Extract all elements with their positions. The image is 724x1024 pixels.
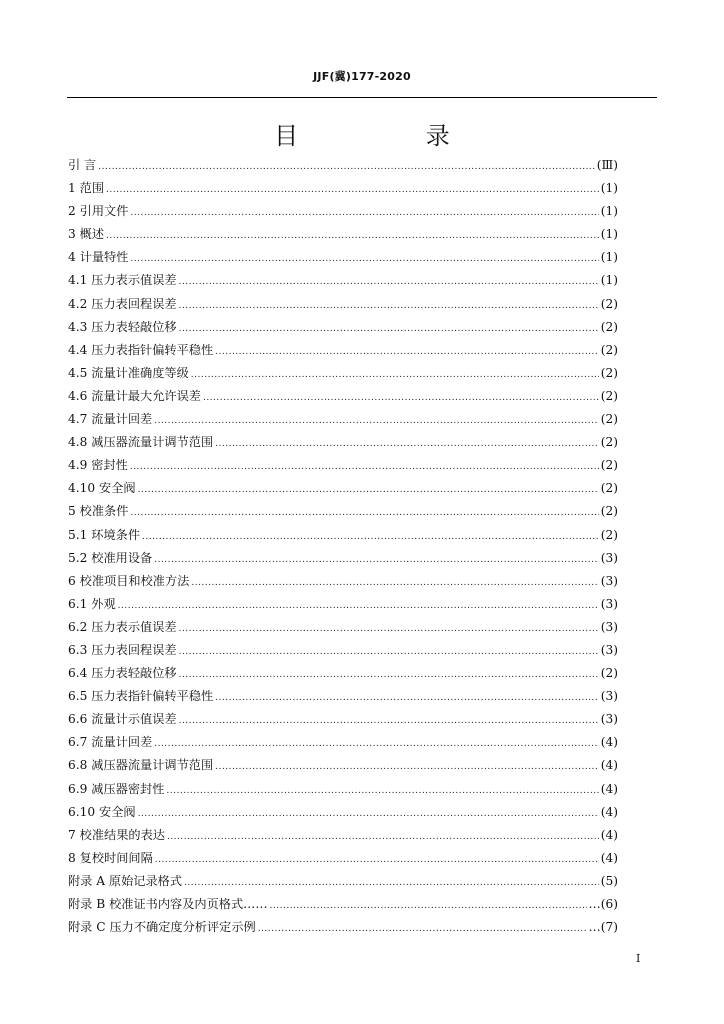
- toc-entry-page: (4): [600, 804, 618, 819]
- toc-dot-leader: [98, 156, 594, 179]
- toc-entry-page: (3): [600, 642, 618, 657]
- toc-entry-label: 8 复校时间间隔: [68, 850, 153, 865]
- toc-dot-leader: [215, 341, 599, 364]
- toc-entry-page: (2): [600, 666, 618, 681]
- toc-dot-leader: [179, 318, 599, 341]
- toc-dot-leader: [203, 387, 599, 410]
- toc-entry-page: (2): [600, 319, 618, 334]
- document-code: JJF(冀)177-2020: [313, 70, 411, 83]
- toc-entry-page: (4): [600, 850, 618, 865]
- toc-entry[interactable]: [68, 893, 618, 916]
- toc-entry-label: 6.7 流量计回差: [68, 735, 153, 750]
- toc-entry[interactable]: [68, 223, 618, 246]
- toc-entry-page: (4): [600, 758, 618, 773]
- toc-entry-label: 引 言: [68, 158, 97, 172]
- toc-entry-page: (2): [600, 458, 618, 473]
- toc-entry-label: 6.2 压力表示值误差: [68, 619, 177, 634]
- toc-entry-page: (4): [600, 735, 618, 750]
- header-divider: [67, 97, 657, 98]
- toc-entry-page: (1): [600, 227, 618, 242]
- toc-entry-page: (5): [600, 873, 618, 888]
- toc-entry[interactable]: [68, 316, 618, 339]
- toc-entry-label: 1 范围: [68, 181, 105, 196]
- toc-entry-page: (1): [600, 273, 618, 288]
- toc-entry-label: 附录 A 原始记录格式: [68, 873, 183, 888]
- toc-entry-label: 附录 C 压力不确定度分析评定示例: [68, 920, 256, 935]
- toc-dot-leader: [184, 872, 599, 895]
- toc-entry-page: (2): [600, 342, 618, 357]
- toc-entry[interactable]: [68, 200, 618, 223]
- toc-entry[interactable]: [68, 662, 618, 685]
- toc-entry[interactable]: [68, 639, 618, 662]
- toc-entry-label: 4.10 安全阀: [68, 481, 136, 496]
- toc-dot-leader: [155, 849, 599, 872]
- toc-dot-leader: [130, 456, 599, 479]
- toc-dot-leader: [130, 248, 598, 271]
- toc-entry-page: (1): [600, 250, 618, 265]
- toc-entry-page: (2): [600, 504, 618, 519]
- toc-entry-page: (1): [600, 181, 618, 196]
- toc-entry[interactable]: [68, 454, 618, 477]
- toc-entry-page: (2): [600, 481, 618, 496]
- toc-entry-label: 3 概述: [68, 227, 105, 242]
- toc-entry-label: 6.8 减压器流量计调节范围: [68, 758, 214, 773]
- toc-entry-label: 6.6 流量计示值误差: [68, 712, 177, 727]
- toc-entry-page: (Ⅲ): [596, 158, 618, 172]
- toc-entry-label: 4.8 减压器流量计调节范围: [68, 435, 214, 450]
- toc-entry-page: …(7): [588, 920, 618, 935]
- toc-entry-page: …(6): [588, 897, 618, 911]
- toc-entry-label: 7 校准结果的表达: [68, 827, 165, 842]
- toc-dot-leader: [138, 479, 599, 502]
- toc-entry[interactable]: [68, 847, 618, 870]
- toc-entry-label: 6.9 减压器密封性: [68, 781, 165, 796]
- toc-dot-leader: [258, 918, 587, 941]
- toc-dot-leader: [154, 410, 599, 433]
- toc-entry-page: (3): [600, 689, 618, 704]
- toc-entry-label: 5 校准条件: [68, 504, 129, 519]
- table-of-contents: [68, 154, 618, 939]
- toc-entry-label: 6.5 压力表指针偏转平稳性: [68, 689, 214, 704]
- toc-entry[interactable]: [68, 570, 618, 593]
- toc-entry-label: 4.7 流量计回差: [68, 412, 153, 427]
- toc-dot-leader: [191, 572, 598, 595]
- toc-dot-leader: [270, 895, 587, 918]
- toc-dot-leader: [215, 433, 599, 456]
- toc-entry[interactable]: [68, 524, 618, 547]
- toc-entry-page: (2): [600, 527, 618, 542]
- toc-entry[interactable]: [68, 916, 618, 939]
- toc-entry-label: 4.6 流量计最大允许误差: [68, 388, 201, 403]
- toc-entry-page: (2): [600, 365, 618, 380]
- toc-dot-leader: [142, 526, 599, 549]
- toc-entry-label: 5.1 环境条件: [68, 527, 141, 542]
- toc-dot-leader: [154, 733, 599, 756]
- toc-dot-leader: [179, 641, 599, 664]
- toc-entry-label: 4.5 流量计准确度等级: [68, 365, 189, 380]
- toc-dot-leader: [106, 225, 599, 248]
- toc-entry-label: 6.10 安全阀: [68, 804, 136, 819]
- toc-entry-page: (2): [600, 296, 618, 311]
- toc-entry-page: (2): [600, 388, 618, 403]
- toc-entry-label: 附录 B 校准证书内容及内页格式……: [68, 897, 268, 911]
- toc-dot-leader: [179, 618, 599, 641]
- toc-dot-leader: [166, 780, 598, 803]
- toc-entry-page: (2): [600, 412, 618, 427]
- toc-entry[interactable]: [68, 431, 618, 454]
- page-title: 目 录: [274, 122, 510, 150]
- toc-entry[interactable]: [68, 685, 618, 708]
- toc-entry[interactable]: [68, 177, 618, 200]
- toc-entry[interactable]: [68, 616, 618, 639]
- toc-entry-label: 4 计量特性: [68, 250, 129, 265]
- toc-dot-leader: [215, 687, 599, 710]
- toc-entry-page: (3): [600, 573, 618, 588]
- toc-entry-page: (4): [600, 827, 618, 842]
- toc-entry[interactable]: [68, 731, 618, 754]
- toc-entry[interactable]: [68, 824, 618, 847]
- toc-entry-page: (4): [600, 781, 618, 796]
- toc-entry-label: 2 引用文件: [68, 204, 129, 219]
- toc-entry[interactable]: [68, 593, 618, 616]
- toc-entry[interactable]: [68, 477, 618, 500]
- toc-dot-leader: [179, 271, 599, 294]
- toc-entry[interactable]: [68, 408, 618, 431]
- toc-entry-page: (3): [600, 712, 618, 727]
- toc-dot-leader: [179, 710, 599, 733]
- toc-entry[interactable]: [68, 870, 618, 893]
- toc-entry[interactable]: [68, 385, 618, 408]
- toc-entry-label: 6 校准项目和校准方法: [68, 573, 190, 588]
- toc-entry-label: 4.4 压力表指针偏转平稳性: [68, 342, 214, 357]
- toc-entry-page: (3): [600, 619, 618, 634]
- toc-entry-page: (3): [600, 596, 618, 611]
- toc-entry[interactable]: [68, 801, 618, 824]
- toc-dot-leader: [179, 664, 599, 687]
- toc-entry[interactable]: [68, 754, 618, 777]
- toc-dot-leader: [215, 756, 599, 779]
- toc-entry-page: (1): [600, 204, 618, 219]
- toc-entry[interactable]: [68, 293, 618, 316]
- toc-dot-leader: [138, 803, 599, 826]
- toc-dot-leader: [106, 179, 599, 202]
- toc-entry[interactable]: [68, 362, 618, 385]
- toc-entry-page: (2): [600, 435, 618, 450]
- toc-dot-leader: [154, 549, 599, 572]
- toc-entry-label: 4.1 压力表示值误差: [68, 273, 177, 288]
- toc-entry[interactable]: [68, 246, 618, 269]
- toc-entry[interactable]: [68, 708, 618, 731]
- toc-entry-label: 5.2 校准用设备: [68, 550, 153, 565]
- toc-entry-page: (3): [600, 550, 618, 565]
- toc-entry-label: 6.3 压力表回程误差: [68, 642, 177, 657]
- toc-dot-leader: [179, 295, 599, 318]
- toc-entry-label: 6.4 压力表轻敲位移: [68, 666, 177, 681]
- toc-dot-leader: [130, 202, 598, 225]
- toc-entry[interactable]: [68, 500, 618, 523]
- toc-dot-leader: [167, 826, 599, 849]
- toc-entry-label: 4.2 压力表回程误差: [68, 296, 177, 311]
- toc-dot-leader: [130, 502, 598, 525]
- toc-dot-leader: [191, 364, 599, 387]
- toc-entry-label: 4.9 密封性: [68, 458, 128, 473]
- page-number: I: [636, 952, 641, 965]
- toc-entry-label: 4.3 压力表轻敲位移: [68, 319, 177, 334]
- toc-dot-leader: [118, 595, 599, 618]
- toc-entry[interactable]: [68, 154, 618, 177]
- toc-entry[interactable]: [68, 269, 618, 292]
- toc-entry[interactable]: [68, 547, 618, 570]
- toc-entry-label: 6.1 外观: [68, 596, 116, 611]
- toc-entry[interactable]: [68, 339, 618, 362]
- toc-entry[interactable]: [68, 778, 618, 801]
